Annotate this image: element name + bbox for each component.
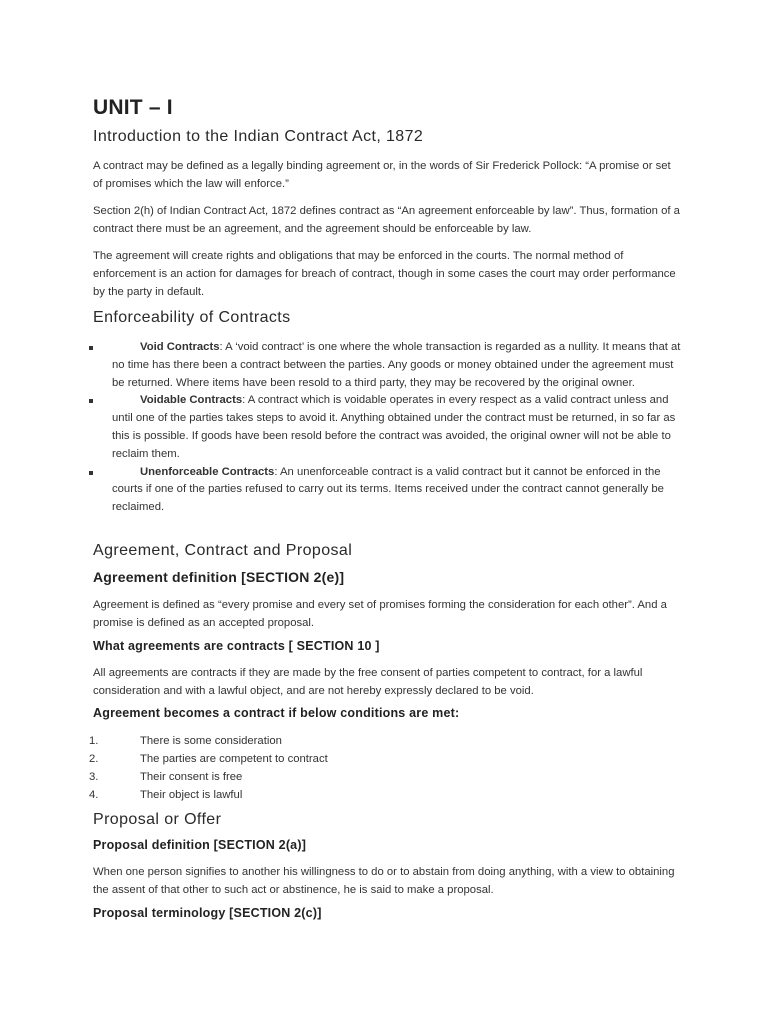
list-item-text: The parties are competent to contract [140, 752, 328, 765]
term-voidable-contracts: Voidable Contracts [140, 394, 243, 407]
bullet-square-icon [89, 399, 93, 403]
proposal-definition-text: When one person signifies to another his willingness to do or to abstain from doing anything, with a view to obtaining the assent of that other to such act or abstinence, he is said to make a proposal. [93, 866, 675, 896]
list-number: 1. [89, 735, 99, 747]
enforceability-heading: Enforceability of Contracts [93, 309, 291, 326]
agreement-definition-heading: Agreement definition [SECTION 2(e)] [93, 569, 345, 585]
list-item [0, 733, 768, 751]
conditions-heading: Agreement becomes a contract if below conditions are met: [93, 706, 460, 720]
list-number: 2. [89, 752, 99, 765]
list-item-text: Their consent is free [140, 770, 243, 783]
contracts-heading: What agreements are contracts [ SECTION 10 ] [93, 639, 380, 653]
list-item-text: There is some consideration [140, 735, 282, 747]
unit-title: UNIT – I [93, 96, 173, 119]
intro-paragraph-3: The agreement will create rights and obligations that may be enforced in the courts. The normal method of enforcement is an action for damages for breach of contract, though in some cases the court may order performance by the party in default. [93, 250, 676, 298]
contracts-text: All agreements are contracts if they are made by the free consent of parties competent to contract, for a lawful consideration and with a lawful object, and are not hereby expressly declared to be void. [93, 667, 643, 697]
term-unenforceable-contracts: Unenforceable Contracts [140, 465, 275, 478]
agreement-section-heading: Agreement, Contract and Proposal [93, 542, 353, 559]
intro-paragraph-1: A contract may be defined as a legally binding agreement or, in the words of Sir Frederick Pollock: “A promise or set of promises which the law will enforce.” [93, 160, 671, 190]
list-number: 4. [89, 788, 99, 801]
bullet-square-icon [89, 346, 93, 350]
intro-heading: Introduction to the Indian Contract Act, 1872 [93, 128, 424, 145]
agreement-definition-text: Agreement is defined as “every promise and every set of promises forming the consideration for each other”. And a promise is defined as an accepted proposal. [93, 599, 667, 629]
term-description: : A ‘void contract’ is one where the whole transaction is regarded as a nullity. It means that at no time has there been a contract between the parties. Any goods or money obtained under the agreement must be returned. Where items have been resold to a third party, they may be recovered by the original owner. [112, 341, 681, 389]
list-item [0, 787, 768, 805]
bullet-square-icon [89, 471, 93, 475]
list-item [0, 751, 768, 769]
term-description: : A contract which is voidable operates in every respect as a valid contract unless and until one of the parties takes steps to avoid it. Anything obtained under the contract must be returned, in so far as this is possible. If goods have been resold before the contract was avoided, the original owner will not be able to reclaim them. [112, 394, 676, 460]
proposal-definition-heading: Proposal definition [SECTION 2(a)] [93, 838, 307, 852]
conditions-list [0, 733, 768, 805]
list-item-voidable [112, 392, 682, 463]
list-item-void [112, 339, 682, 392]
proposal-section-heading: Proposal or Offer [93, 811, 222, 828]
proposal-terminology-heading: Proposal terminology [SECTION 2(c)] [93, 906, 322, 920]
intro-paragraph-2: Section 2(h) of Indian Contract Act, 1872 defines contract as “An agreement enforceable by law”. Thus, formation of a contract there must be an agreement, and the agreement should be enforceable by law. [93, 205, 680, 235]
term-void-contracts: Void Contracts [140, 341, 220, 353]
list-item-text: Their object is lawful [140, 788, 243, 801]
list-item-unenforceable [112, 464, 682, 517]
enforceability-list [0, 339, 768, 517]
list-number: 3. [89, 770, 99, 783]
term-description: : An unenforceable contract is a valid contract but it cannot be enforced in the courts if one of the parties refused to carry out its terms. Items received under the contract cannot generally be reclaimed. [112, 465, 664, 514]
list-item [0, 769, 768, 787]
